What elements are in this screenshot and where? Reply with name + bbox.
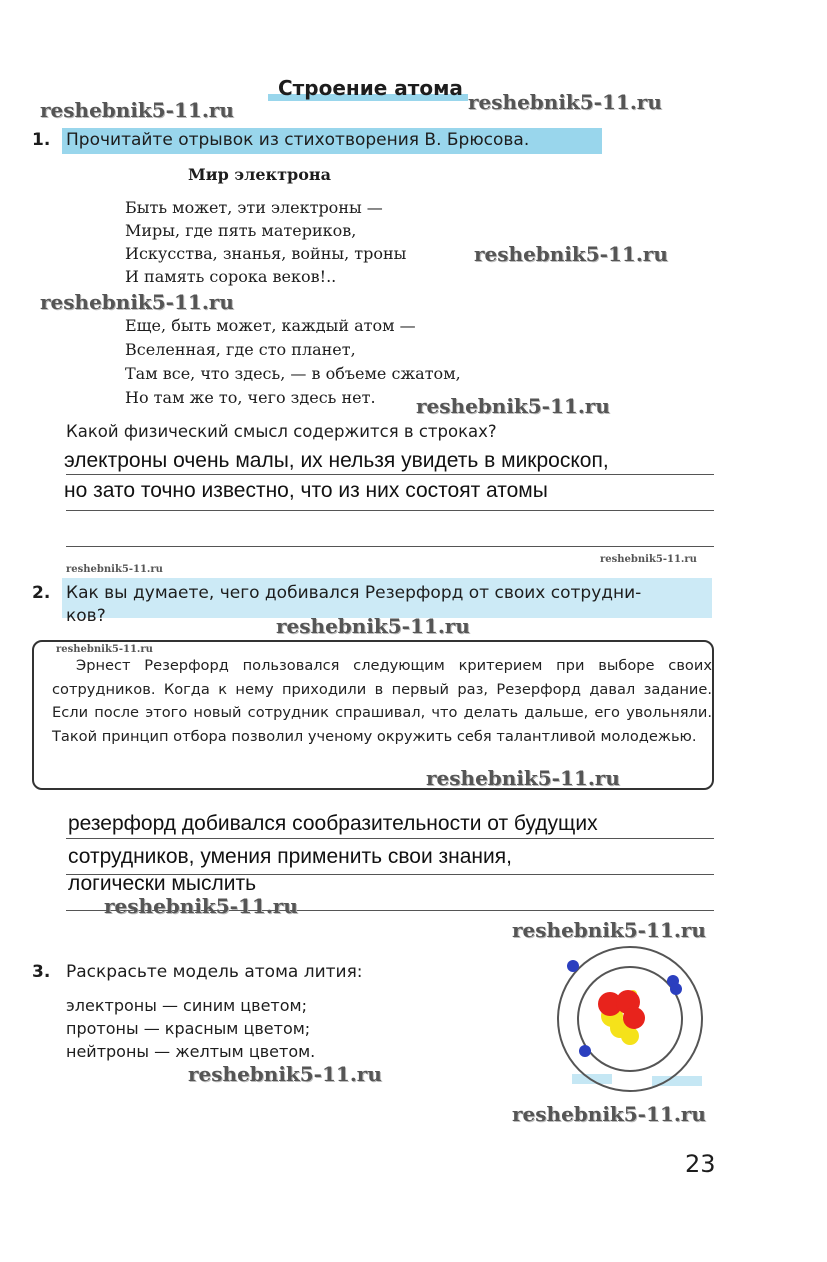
poem-line: Но там же то, чего здесь нет. [125,388,376,407]
q1-question: Какой физический смысл содержится в строках? [66,422,497,441]
q2-answer-line: сотрудников, умения применить свои знания, [68,845,512,868]
poem-line: Вселенная, где сто планет, [125,340,356,359]
q2-number: 2. [32,583,51,603]
neutron [621,1027,639,1045]
rutherford-info-text: Эрнест Резерфорд пользовался следующим критерием при выборе своих сотрудников. Когда к нему приходили в первый раз, Резерфорд давал задание. Если после этого новый сотрудник спрашивал, что делать дальше, его увольняли. Такой принцип отбора позволил ученому окружить себя талантливой молодежью. [52,657,712,745]
electron[interactable] [567,960,579,972]
q1-answer-line: но зато точно известно, что из них состоят атомы [64,479,548,502]
poem-line: И память сорока веков!.. [125,267,337,286]
q1-prompt: Прочитайте отрывок из стихотворения В. Брюсова. [66,130,530,150]
q1-number: 1. [32,130,51,150]
watermark: reshebnik5-11.ru [66,564,163,575]
legend-protons: протоны — красным цветом; [66,1019,311,1038]
poem-title: Мир электрона [188,165,331,184]
poem-line: Быть может, эти электроны — [125,198,383,217]
poem-line: Искусства, знанья, войны, троны [125,244,407,263]
page-number: 23 [685,1150,716,1178]
electron[interactable] [670,983,682,995]
watermark: reshebnik5-11.ru [276,614,470,638]
watermark: reshebnik5-11.ru [474,242,668,266]
proton [623,1007,645,1029]
poem-line: Там все, что здесь, — в объеме сжатом, [125,364,461,383]
watermark: reshebnik5-11.ru [512,1102,706,1126]
legend-neutrons: нейтроны — желтым цветом. [66,1042,316,1061]
legend-electrons: электроны — синим цветом; [66,996,307,1015]
watermark: reshebnik5-11.ru [188,1062,382,1086]
watermark: reshebnik5-11.ru [40,290,234,314]
answer-rule [66,546,714,547]
watermark: reshebnik5-11.ru [40,98,234,122]
lithium-atom-model[interactable] [540,944,720,1094]
page-title: Строение атома [278,76,463,100]
watermark: reshebnik5-11.ru [416,394,610,418]
q2-prompt-line: ков? [66,606,106,626]
watermark: reshebnik5-11.ru [56,644,153,655]
watermark: reshebnik5-11.ru [512,918,706,942]
answer-rule [66,838,714,839]
answer-rule [66,474,714,475]
q1-answer-line: электроны очень малы, их нельзя увидеть в микроскоп, [64,449,609,472]
poem-line: Миры, где пять материков, [125,221,357,240]
poem-line: Еще, быть может, каждый атом — [125,316,416,335]
watermark: reshebnik5-11.ru [468,90,662,114]
q3-prompt: Раскрасьте модель атома лития: [66,962,363,982]
q2-answer-line: резерфорд добивался сообразительности от будущих [68,812,598,835]
q3-number: 3. [32,962,51,982]
nucleus[interactable] [598,990,645,1045]
watermark: reshebnik5-11.ru [104,894,298,918]
watermark: reshebnik5-11.ru [426,766,620,790]
q2-prompt-line: Как вы думаете, чего добивался Резерфорд от своих сотрудни- [66,583,642,603]
q2-answer-line: логически мыслить [68,872,257,895]
electron[interactable] [579,1045,591,1057]
watermark: reshebnik5-11.ru [600,554,697,565]
answer-rule [66,510,714,511]
